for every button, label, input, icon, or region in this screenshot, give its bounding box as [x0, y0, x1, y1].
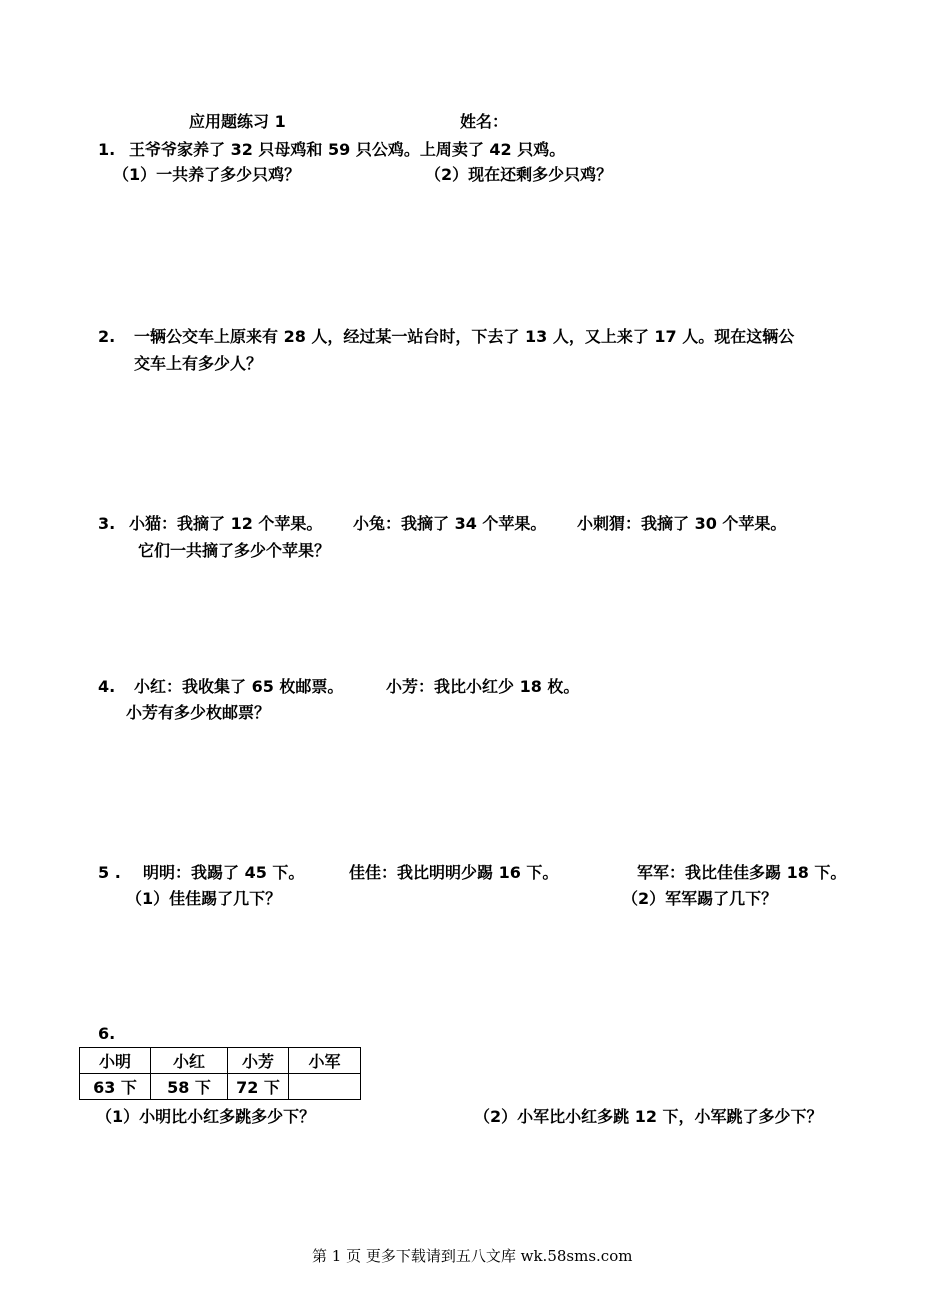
worksheet-title: 应用题练习 1: [189, 112, 286, 131]
table-header-row: [80, 1048, 361, 1074]
q3-question: 它们一共摘了多少个苹果？: [138, 541, 331, 560]
q1-sub2: （2）现在还剩多少只鸡？: [425, 165, 613, 184]
q5-jiajia: 佳佳：我比明明少踢 16 下。: [349, 863, 559, 882]
table-cell: 63 下: [80, 1074, 151, 1100]
q2-number: 2.: [98, 327, 116, 346]
q1-number: 1.: [98, 140, 116, 159]
q4-xiaohong: 小红：我收集了 65 枚邮票。: [134, 677, 344, 696]
q6-score-table: [79, 1047, 361, 1100]
name-label: 姓名：: [460, 112, 509, 131]
q3-hedgehog: 小刺猬：我摘了 30 个苹果。: [577, 514, 787, 533]
q3-number: 3.: [98, 514, 116, 533]
q6-sub2: （2）小军比小红多跳 12 下，小军跳了多少下？: [474, 1107, 823, 1126]
q4-question: 小芳有多少枚邮票？: [126, 703, 271, 722]
q5-mingming: 明明：我踢了 45 下。: [143, 863, 305, 882]
table-header-cell: 小军: [289, 1048, 361, 1074]
q5-sub1: （1）佳佳踢了几下？: [126, 889, 282, 908]
table-cell: 72 下: [228, 1074, 289, 1100]
q5-number: 5 .: [98, 863, 121, 882]
table-cell-blank: [289, 1074, 361, 1100]
page-footer: 第 1 页 更多下载请到五八文库 wk.58sms.com: [312, 1247, 633, 1265]
q1-sub1: （1）一共养了多少只鸡？: [113, 165, 301, 184]
table-header-cell: 小明: [80, 1048, 151, 1074]
q5-junjun: 军军：我比佳佳多踢 18 下。: [637, 863, 847, 882]
q6-sub1: （1）小明比小红多跳多少下？: [96, 1107, 316, 1126]
table-row: [80, 1074, 361, 1100]
q1-text: 王爷爷家养了 32 只母鸡和 59 只公鸡。上周卖了 42 只鸡。: [129, 140, 566, 159]
q3-cat: 小猫：我摘了 12 个苹果。: [129, 514, 323, 533]
table-header-cell: 小芳: [228, 1048, 289, 1074]
q4-xiaofang: 小芳：我比小红少 18 枚。: [386, 677, 580, 696]
q5-sub2: （2）军军踢了几下？: [622, 889, 778, 908]
table-header-cell: 小红: [151, 1048, 228, 1074]
q6-number: 6.: [98, 1024, 116, 1043]
q2-line1: 一辆公交车上原来有 28 人，经过某一站台时，下去了 13 人，又上来了 17 人。现在这辆公: [134, 327, 795, 346]
q3-rabbit: 小兔：我摘了 34 个苹果。: [353, 514, 547, 533]
table-cell: 58 下: [151, 1074, 228, 1100]
q2-line2: 交车上有多少人？: [134, 354, 263, 373]
q4-number: 4.: [98, 677, 116, 696]
